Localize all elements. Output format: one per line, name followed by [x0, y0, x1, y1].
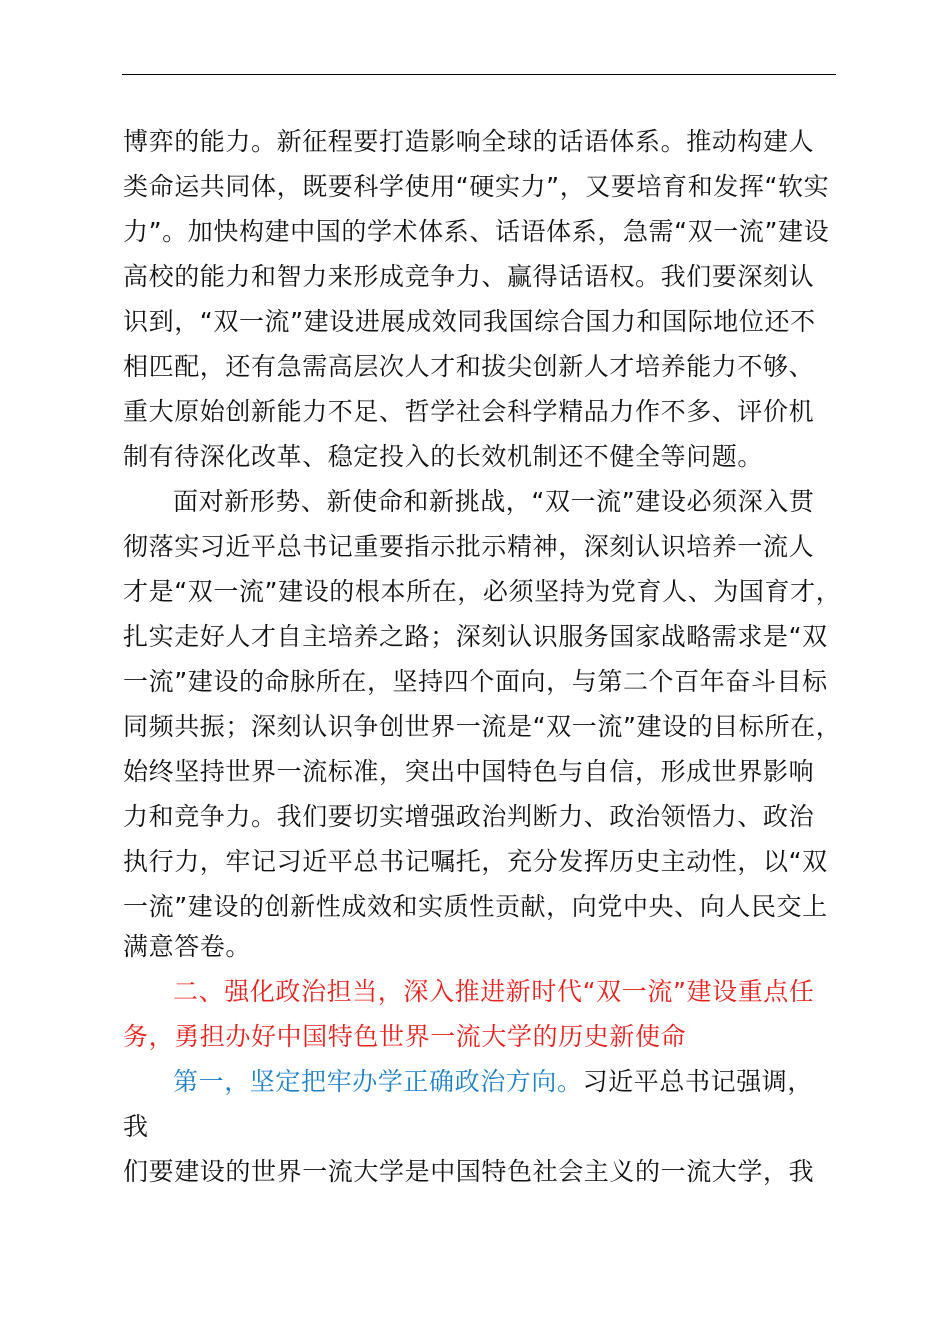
text-line: 博弈的能力。新征程要打造影响全球的话语体系。推动构建人 [123, 127, 815, 156]
text-line: 类命运共同体，既要科学使用“硬实力”，又要培育和发挥“软实 [123, 172, 830, 201]
text-line: 满意答卷。 [123, 932, 252, 961]
text-line: 重大原始创新能力不足、哲学社会科学精品力作不多、评价机 [123, 397, 815, 426]
text-line: 执行力，牢记习近平总书记嘱托，充分发挥历史主动性，以“双 [123, 847, 828, 876]
text-line: 面对新形势、新使命和新挑战，“双一流”建设必须深入贯 [173, 487, 815, 516]
point-label: 第一，坚定把牢办学正确政治方向。 [173, 1067, 583, 1096]
text-line: 高校的能力和智力来形成竞争力、赢得话语权。我们要深刻认 [123, 262, 815, 291]
text-line: 相匹配，还有急需高层次人才和拔尖创新人才培养能力不够、 [123, 352, 815, 381]
text-line: 识到，“双一流”建设进展成效同我国综合国力和国际地位还不 [123, 307, 816, 336]
point-paragraph [173, 1067, 813, 1097]
text-line: 一流”建设的创新性成效和实质性贡献，向党中央、向人民交上 [123, 892, 828, 921]
point-text: 习近平总书记强调， [582, 1067, 814, 1096]
text-line: 力和竞争力。我们要切实增强政治判断力、政治领悟力、政治 [123, 802, 815, 831]
text-line: 我 [123, 1112, 149, 1141]
text-line: 制有待深化改革、稳定投入的长效机制还不健全等问题。 [123, 442, 764, 471]
text-line: 同频共振；深刻认识争创世界一流是“双一流”建设的目标所在， [123, 712, 842, 741]
section-heading-line: 务，勇担办好中国特色世界一流大学的历史新使命 [123, 1022, 687, 1051]
text-line: 彻落实习近平总书记重要指示批示精神，深刻认识培养一流人 [123, 532, 815, 561]
text-line: 力”。加快构建中国的学术体系、话语体系，急需“双一流”建设 [123, 217, 830, 246]
text-line: 们要建设的世界一流大学是中国特色社会主义的一流大学，我 [123, 1157, 815, 1186]
text-line: 始终坚持世界一流标准，突出中国特色与自信，形成世界影响 [123, 757, 815, 786]
section-heading-line: 二、强化政治担当，深入推进新时代“双一流”建设重点任 [173, 977, 815, 1006]
text-line: 才是“双一流”建设的根本所在，必须坚持为党育人、为国育才， [123, 577, 842, 606]
text-line: 扎实走好人才自主培养之路；深刻认识服务国家战略需求是“双 [123, 622, 828, 651]
header-rule [122, 74, 836, 75]
text-line: 一流”建设的命脉所在，坚持四个面向，与第二个百年奋斗目标 [123, 667, 828, 696]
